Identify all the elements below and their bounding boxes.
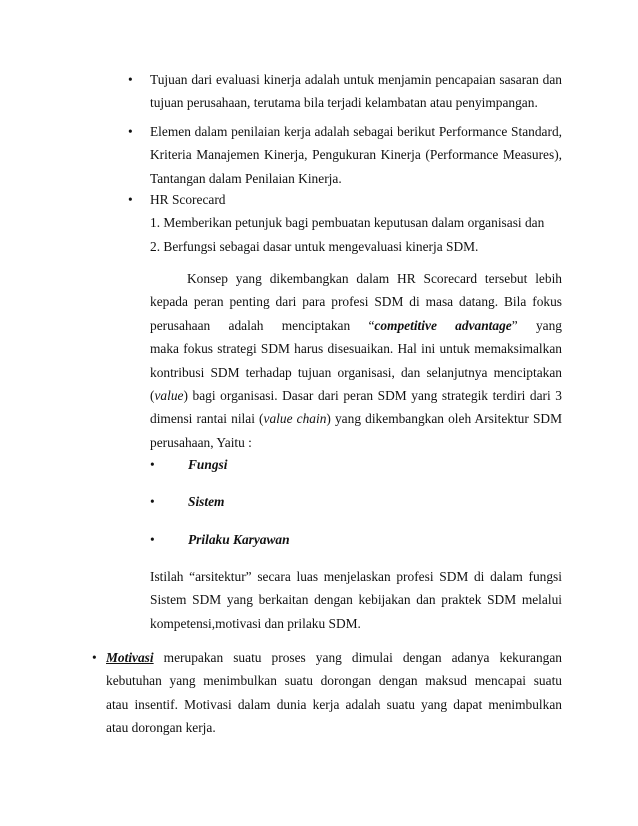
text-run: ) yang dikembangkan oleh Arsitektur SDM	[326, 411, 562, 427]
text-line: maka fokus strategi SDM harus disesuaikan. Hal ini untuk memaksimalkan	[150, 341, 562, 357]
bullet-hr-scorecard	[150, 188, 562, 258]
text-line: Konsep yang dikembangkan dalam HR Scorecard tersebut lebih	[187, 271, 562, 286]
dimension-prilaku-karyawan: Prilaku Karyawan	[188, 532, 290, 547]
bullet-marker: •	[150, 494, 155, 509]
text-line: Tantangan dalam Penilaian Kinerja.	[150, 170, 342, 186]
text-run: (	[150, 387, 155, 403]
text-line: atau insentif. Motivasi dalam dunia kerja adalah suatu yang dapat menimbulkan	[106, 696, 562, 712]
paragraph-konsep	[150, 267, 562, 454]
emphasis-value-chain: value chain	[263, 411, 327, 427]
text-line: kontribusi SDM terhadap tujuan organisasi, dan selanjutnya menciptakan	[150, 364, 562, 380]
dimension-fungsi: Fungsi	[188, 457, 228, 472]
bullet-marker: •	[128, 192, 133, 207]
hr-scorecard-title: HR Scorecard	[150, 192, 226, 207]
text-run: ) bagi organisasi. Dasar dari peran SDM yang strategik terdiri dari 3	[183, 387, 562, 403]
text-run: perusahaan adalah menciptakan “	[150, 317, 375, 333]
text-line: Elemen dalam penilaian kerja adalah sebagai berikut Performance Standard,	[150, 124, 562, 139]
term-motivasi: Motivasi	[106, 650, 154, 665]
text-run: dimensi rantai nilai (	[150, 411, 264, 427]
bullet-elemen-penilaian	[150, 120, 562, 190]
emphasis-value: value	[154, 387, 184, 403]
numbered-item-2: 2. Berfungsi sebagai dasar untuk mengevaluasi kinerja SDM.	[150, 238, 479, 254]
bullet-marker: •	[150, 532, 155, 547]
bullet-marker: •	[150, 457, 155, 472]
paragraph-istilah	[150, 565, 562, 635]
text-run: merupakan suatu proses yang dimulai dengan adanya kekurangan	[163, 650, 562, 665]
text-line: perusahaan, Yaitu :	[150, 434, 252, 450]
text-line	[150, 407, 562, 430]
text-line: Kriteria Manajemen Kinerja, Pengukuran Kinerja (Performance Measures),	[150, 147, 562, 163]
numbered-item-1: 1. Memberikan petunjuk bagi pembuatan keputusan dalam organisasi dan	[150, 215, 545, 231]
text-line	[150, 384, 562, 407]
bullet-marker: •	[128, 72, 133, 87]
text-line	[150, 314, 562, 337]
bullet-evaluasi-kinerja	[150, 68, 562, 115]
bullet-marker: •	[128, 124, 133, 139]
text-line: atau dorongan kerja.	[106, 720, 216, 736]
paragraph-motivasi	[106, 646, 562, 740]
text-line: Tujuan dari evaluasi kinerja adalah untuk menjamin pencapaian sasaran dan	[150, 72, 562, 87]
text-line: kompetensi,motivasi dan prilaku SDM.	[150, 615, 361, 631]
text-line: Sistem SDM yang berkaitan dengan kebijakan dan praktek SDM melalui	[150, 592, 562, 608]
emphasis-competitive-advantage: competitive advantage	[374, 317, 512, 333]
text-run: ” yang	[511, 317, 562, 333]
text-line: kebutuhan yang menimbulkan suatu dorongan dengan maksud mencapai suatu	[106, 673, 562, 689]
text-line: kepada peran penting dari para profesi SDM di masa datang. Bila fokus	[150, 294, 562, 310]
text-line: tujuan perusahaan, terutama bila terjadi kelambatan atau penyimpangan.	[150, 95, 538, 111]
dimension-sistem: Sistem	[188, 494, 225, 509]
text-line	[106, 646, 562, 669]
bullet-marker: •	[92, 650, 97, 665]
text-line: Istilah “arsitektur” secara luas menjelaskan profesi SDM di dalam fungsi	[150, 569, 562, 584]
